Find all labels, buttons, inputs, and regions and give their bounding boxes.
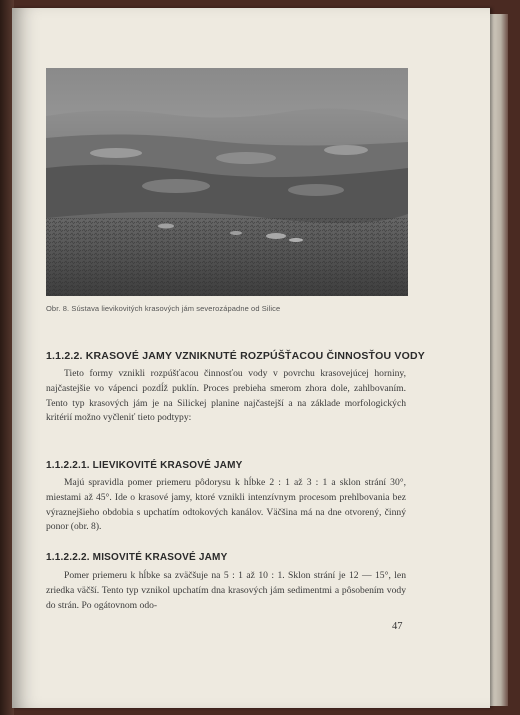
paragraph: Majú spravidla pomer priemeru pôdorysu k hĺbke 2 : 1 až 3 : 1 a sklon strání 30°, miestami až 45°. Ide o krasové jamy, ktoré vznikli intenzívnym procesom prehlbovania bez výraznejšieho obdobia s upchatím odtokových kanálov. Väčšina má na dne otvorený, činný ponor (obr. 8).	[46, 477, 406, 533]
subsection-heading: 1.1.2.2.2. MISOVITÉ KRASOVÉ JAMY	[46, 552, 228, 563]
page-number: 47	[392, 621, 403, 632]
paragraph: Pomer priemeru k hĺbke sa zväčšuje na 5 : 1 až 10 : 1. Sklon strání je 12 — 15°, len zriedka väčší. Tento typ vznikol upchatím dna krasových jám sedimentmi a pôsobením vody do strán. Po ogátovnom odo-	[46, 570, 406, 611]
landscape-photo	[46, 68, 408, 296]
figure-caption: Obr. 8. Sústava lievikovitých krasových jám severozápadne od Silice	[46, 304, 281, 313]
page-edges	[490, 14, 508, 706]
landscape-photo-graphic	[46, 68, 408, 296]
section-heading: 1.1.2.2. KRASOVÉ JAMY VZNIKNUTÉ ROZPÚŠŤACOU ČINNOSŤOU VODY	[46, 350, 425, 362]
subsection-heading: 1.1.2.2.1. LIEVIKOVITÉ KRASOVÉ JAMY	[46, 460, 243, 471]
paragraph: Tieto formy vznikli rozpúšťacou činnosťou vody v povrchu krasovejúcej horniny, najčastejšie vo vápenci pozdĺž puklín. Proces prebieha smerom zhora dole, zahlbovaním. Tento typ krasových jám je na Silickej planine najčastejší a na základe morfologických kritérií možno vyčleniť tieto podtypy:	[46, 368, 406, 424]
